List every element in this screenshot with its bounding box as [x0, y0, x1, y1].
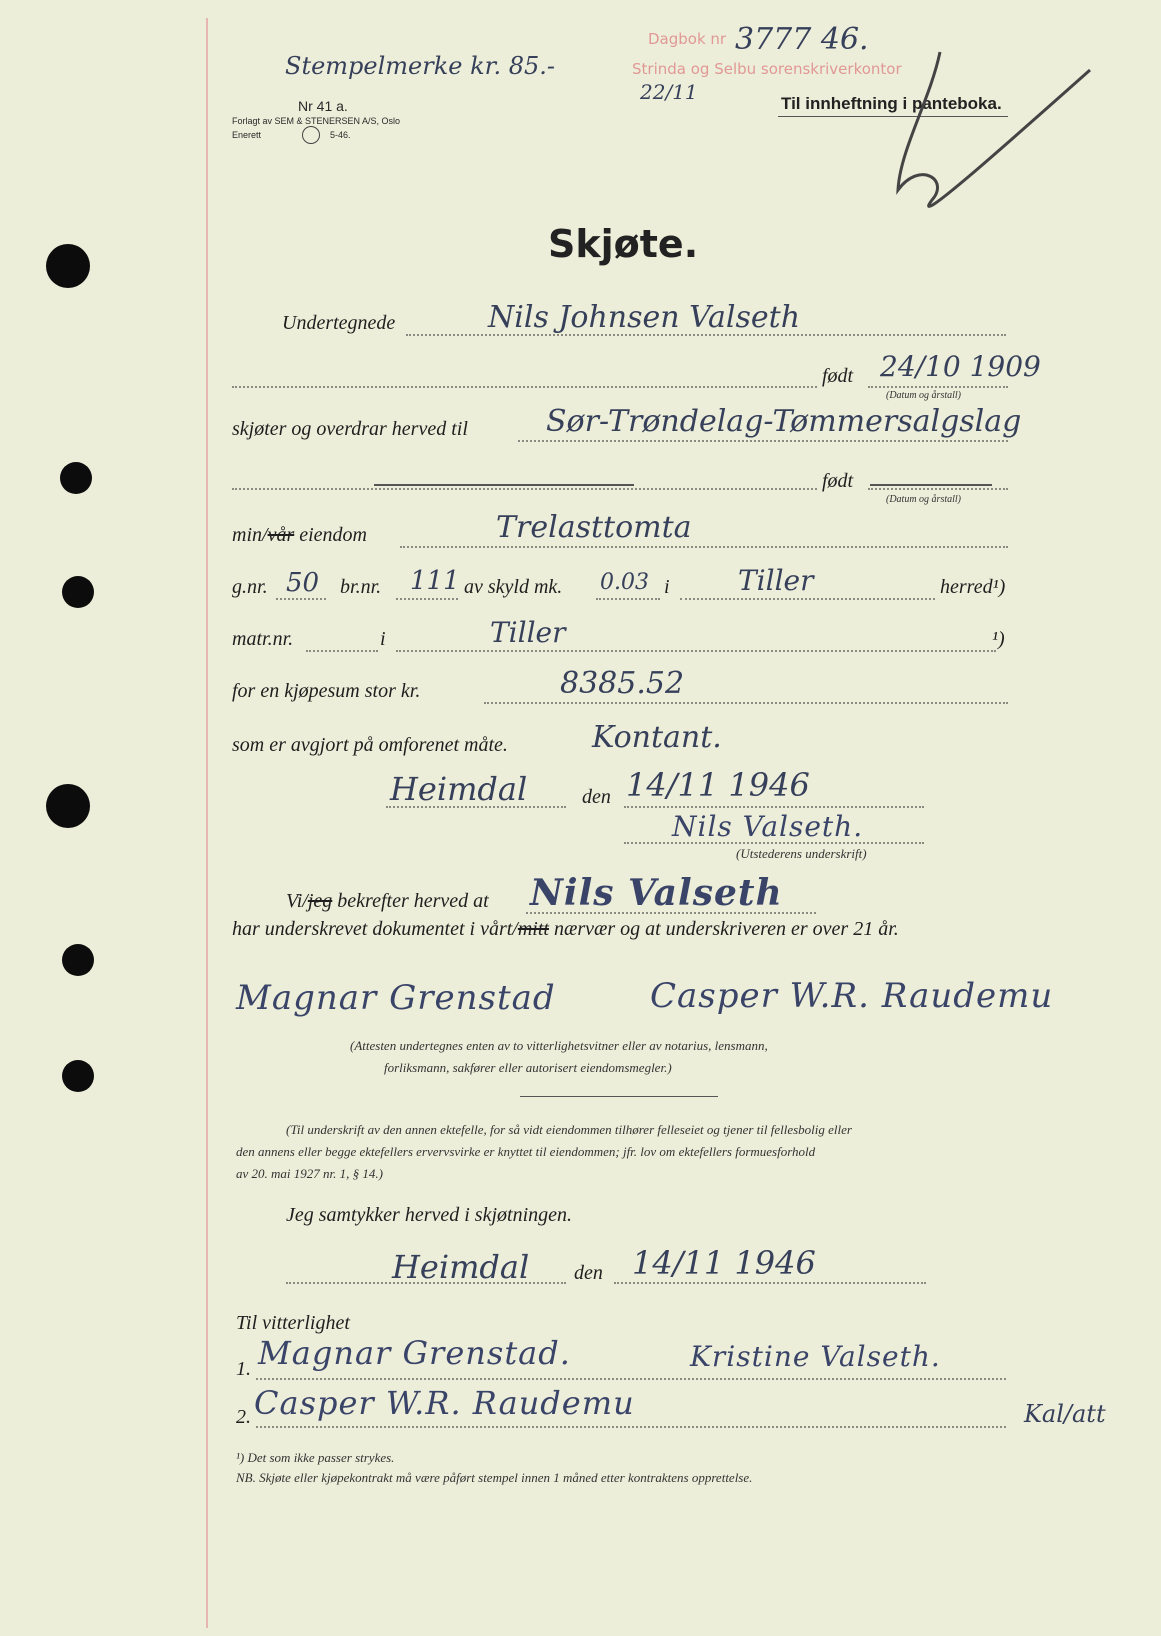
dotted-line: [868, 386, 1008, 388]
blank-line: [374, 484, 634, 486]
attested-person: Nils Valseth: [530, 872, 783, 914]
dotted-line: [680, 598, 935, 600]
attest-line1-b: jeg: [307, 890, 333, 912]
dotted-line: [400, 546, 1008, 548]
punch-hole: [62, 576, 94, 608]
born-label: født: [822, 365, 854, 387]
skyld-label: av skyld mk.: [464, 576, 563, 598]
punch-hole: [62, 1060, 94, 1092]
herred-value: Tiller: [738, 564, 814, 597]
settled-label: som er avgjort på omforenet måte.: [232, 734, 508, 756]
witness2-name: Casper W.R. Raudemu: [254, 1384, 635, 1422]
dotted-line: [232, 386, 817, 388]
footnote-1: ¹) Det som ikke passer strykes.: [236, 1450, 395, 1465]
punch-hole: [60, 462, 92, 494]
property-label-c: eiendom: [299, 524, 367, 546]
matr-value: Tiller: [490, 616, 566, 649]
footnote-2: NB. Skjøte eller kjøpekontrakt må være påført stempel innen 1 måned etter kontraktens opprettelse.: [236, 1470, 753, 1485]
spouse-den-label: den: [574, 1262, 603, 1284]
matr-label: matr.nr.: [232, 628, 294, 650]
seller-name: Nils Johnsen Valseth: [488, 300, 801, 335]
publisher-logo-icon: [302, 126, 320, 144]
dotted-line: [256, 1378, 1006, 1380]
stamp-fee-note: Stempelmerke kr. 85.-: [285, 52, 556, 80]
publisher-line3: 5-46.: [330, 130, 351, 140]
dotted-line: [286, 1282, 566, 1284]
den-label: den: [582, 786, 611, 808]
punch-hole: [62, 944, 94, 976]
consent-text: Jeg samtykker herved i skjøtningen.: [286, 1204, 573, 1226]
spouse-note3: av 20. mai 1927 nr. 1, § 14.): [236, 1166, 383, 1181]
dotted-line: [868, 488, 1008, 490]
property-label: [232, 524, 367, 547]
dotted-line: [624, 806, 924, 808]
publisher-line2: Enerett: [232, 130, 262, 140]
spouse-note2: den annens eller begge ektefellers ervervsvirke er knyttet til eiendommen; jfr. lov om ektefellers formuesforhold: [236, 1144, 816, 1159]
issuer-caption: (Utstederens underskrift): [736, 846, 867, 861]
spouse-signature: Kristine Valseth.: [690, 1340, 941, 1373]
witness1-name: Magnar Grenstad.: [258, 1334, 571, 1372]
dotted-line: [306, 650, 378, 652]
born2-label: født: [822, 470, 854, 492]
attest-line2: [232, 918, 899, 941]
dotted-line: [484, 702, 1008, 704]
matr-suffix: ¹): [992, 628, 1005, 650]
dotted-line: [386, 806, 566, 808]
dotted-line: [614, 1282, 926, 1284]
journal-date: 22/11: [640, 80, 698, 104]
attest-line2-a: har underskrevet dokumentet i vårt/: [232, 918, 518, 940]
price-value: 8385.52: [560, 666, 685, 701]
witness-label: Til vitterlighet: [236, 1312, 350, 1334]
issuer-signature: Nils Valseth.: [672, 810, 864, 843]
seller-birth-date: 24/10 1909: [880, 350, 1041, 383]
attest-note1: (Attesten undertegnes enten av to vitterlighetsvitner eller av notarius, lensmann,: [350, 1038, 768, 1053]
top-right-note: Til innheftning i panteboka.: [781, 94, 1002, 113]
punch-hole: [46, 784, 90, 828]
price-label: for en kjøpesum stor kr.: [232, 680, 421, 702]
transfer-label: skjøter og overdrar herved til: [232, 418, 468, 440]
registration-check-mark: [880, 40, 1100, 220]
gnr-value: 50: [286, 568, 320, 598]
journal-number: 3777 46.: [735, 22, 869, 57]
spouse-note1: (Til underskrift av den annen ektefelle, for så vidt eiendommen tilhører felleseiet og tjener til fellesbolig eller: [286, 1122, 852, 1137]
spouse-place: Heimdal: [392, 1248, 530, 1286]
date-hint: (Datum og årstall): [886, 390, 961, 401]
date-hint2: (Datum og årstall): [886, 494, 961, 505]
attest-line1: [286, 890, 489, 913]
margin-line: [206, 18, 208, 1628]
publisher-line1: Forlagt av SEM & STENERSEN A/S, Oslo: [232, 116, 401, 126]
matr-i: i: [380, 628, 386, 650]
dotted-line: [276, 598, 326, 600]
witness-number-2: 2.: [236, 1406, 251, 1428]
property-name: Trelasttomta: [496, 510, 692, 545]
skyld-value: 0.03: [600, 570, 649, 595]
witness1-signature: Magnar Grenstad: [236, 978, 556, 1018]
bnr-label: br.nr.: [340, 576, 382, 598]
herred-label: herred¹): [940, 576, 1006, 598]
separator: [520, 1096, 718, 1097]
blank-line: [870, 484, 992, 486]
punch-hole: [46, 244, 90, 288]
attest-line1-a: Vi/: [286, 890, 308, 912]
property-label-a: min/: [232, 524, 268, 546]
settled-value: Kontant.: [592, 720, 722, 755]
attest-line2-c: nærvær og at underskriveren er over 21 år.: [553, 918, 899, 940]
spouse-date: 14/11 1946: [632, 1244, 816, 1282]
dotted-line: [256, 1426, 1006, 1428]
attest-note2: forliksmann, sakfører eller autorisert eiendomsmegler.): [384, 1060, 672, 1075]
attest-line1-c: bekrefter herved at: [337, 890, 489, 912]
date-value: 14/11 1946: [626, 766, 810, 804]
seller-label: Undertegnede: [282, 312, 396, 334]
bnr-value: 111: [410, 566, 460, 596]
gnr-label: g.nr.: [232, 576, 268, 598]
office-stamp-line2: Strinda og Selbu sorenskriverkontor: [632, 60, 902, 78]
witness-number-1: 1.: [236, 1358, 251, 1380]
document-title: Skjøte.: [548, 222, 699, 266]
form-number: Nr 41 a.: [298, 98, 348, 114]
dotted-line: [518, 440, 1008, 442]
i-label: i: [664, 576, 670, 598]
dotted-line: [396, 598, 458, 600]
dotted-line: [396, 650, 996, 652]
dotted-line: [624, 842, 924, 844]
clerk-initials: Kal/att: [1024, 1400, 1106, 1428]
buyer-name: Sør-Trøndelag-Tømmersalgslag: [546, 404, 1022, 439]
witness2-signature: Casper W.R. Raudemu: [650, 976, 1054, 1016]
dotted-line: [232, 488, 817, 490]
dotted-line: [596, 598, 660, 600]
property-label-b: vår: [267, 524, 295, 546]
office-stamp-line1: Dagbok nr: [648, 30, 727, 48]
attest-line2-b: mitt: [517, 918, 549, 940]
place: Heimdal: [390, 770, 528, 808]
